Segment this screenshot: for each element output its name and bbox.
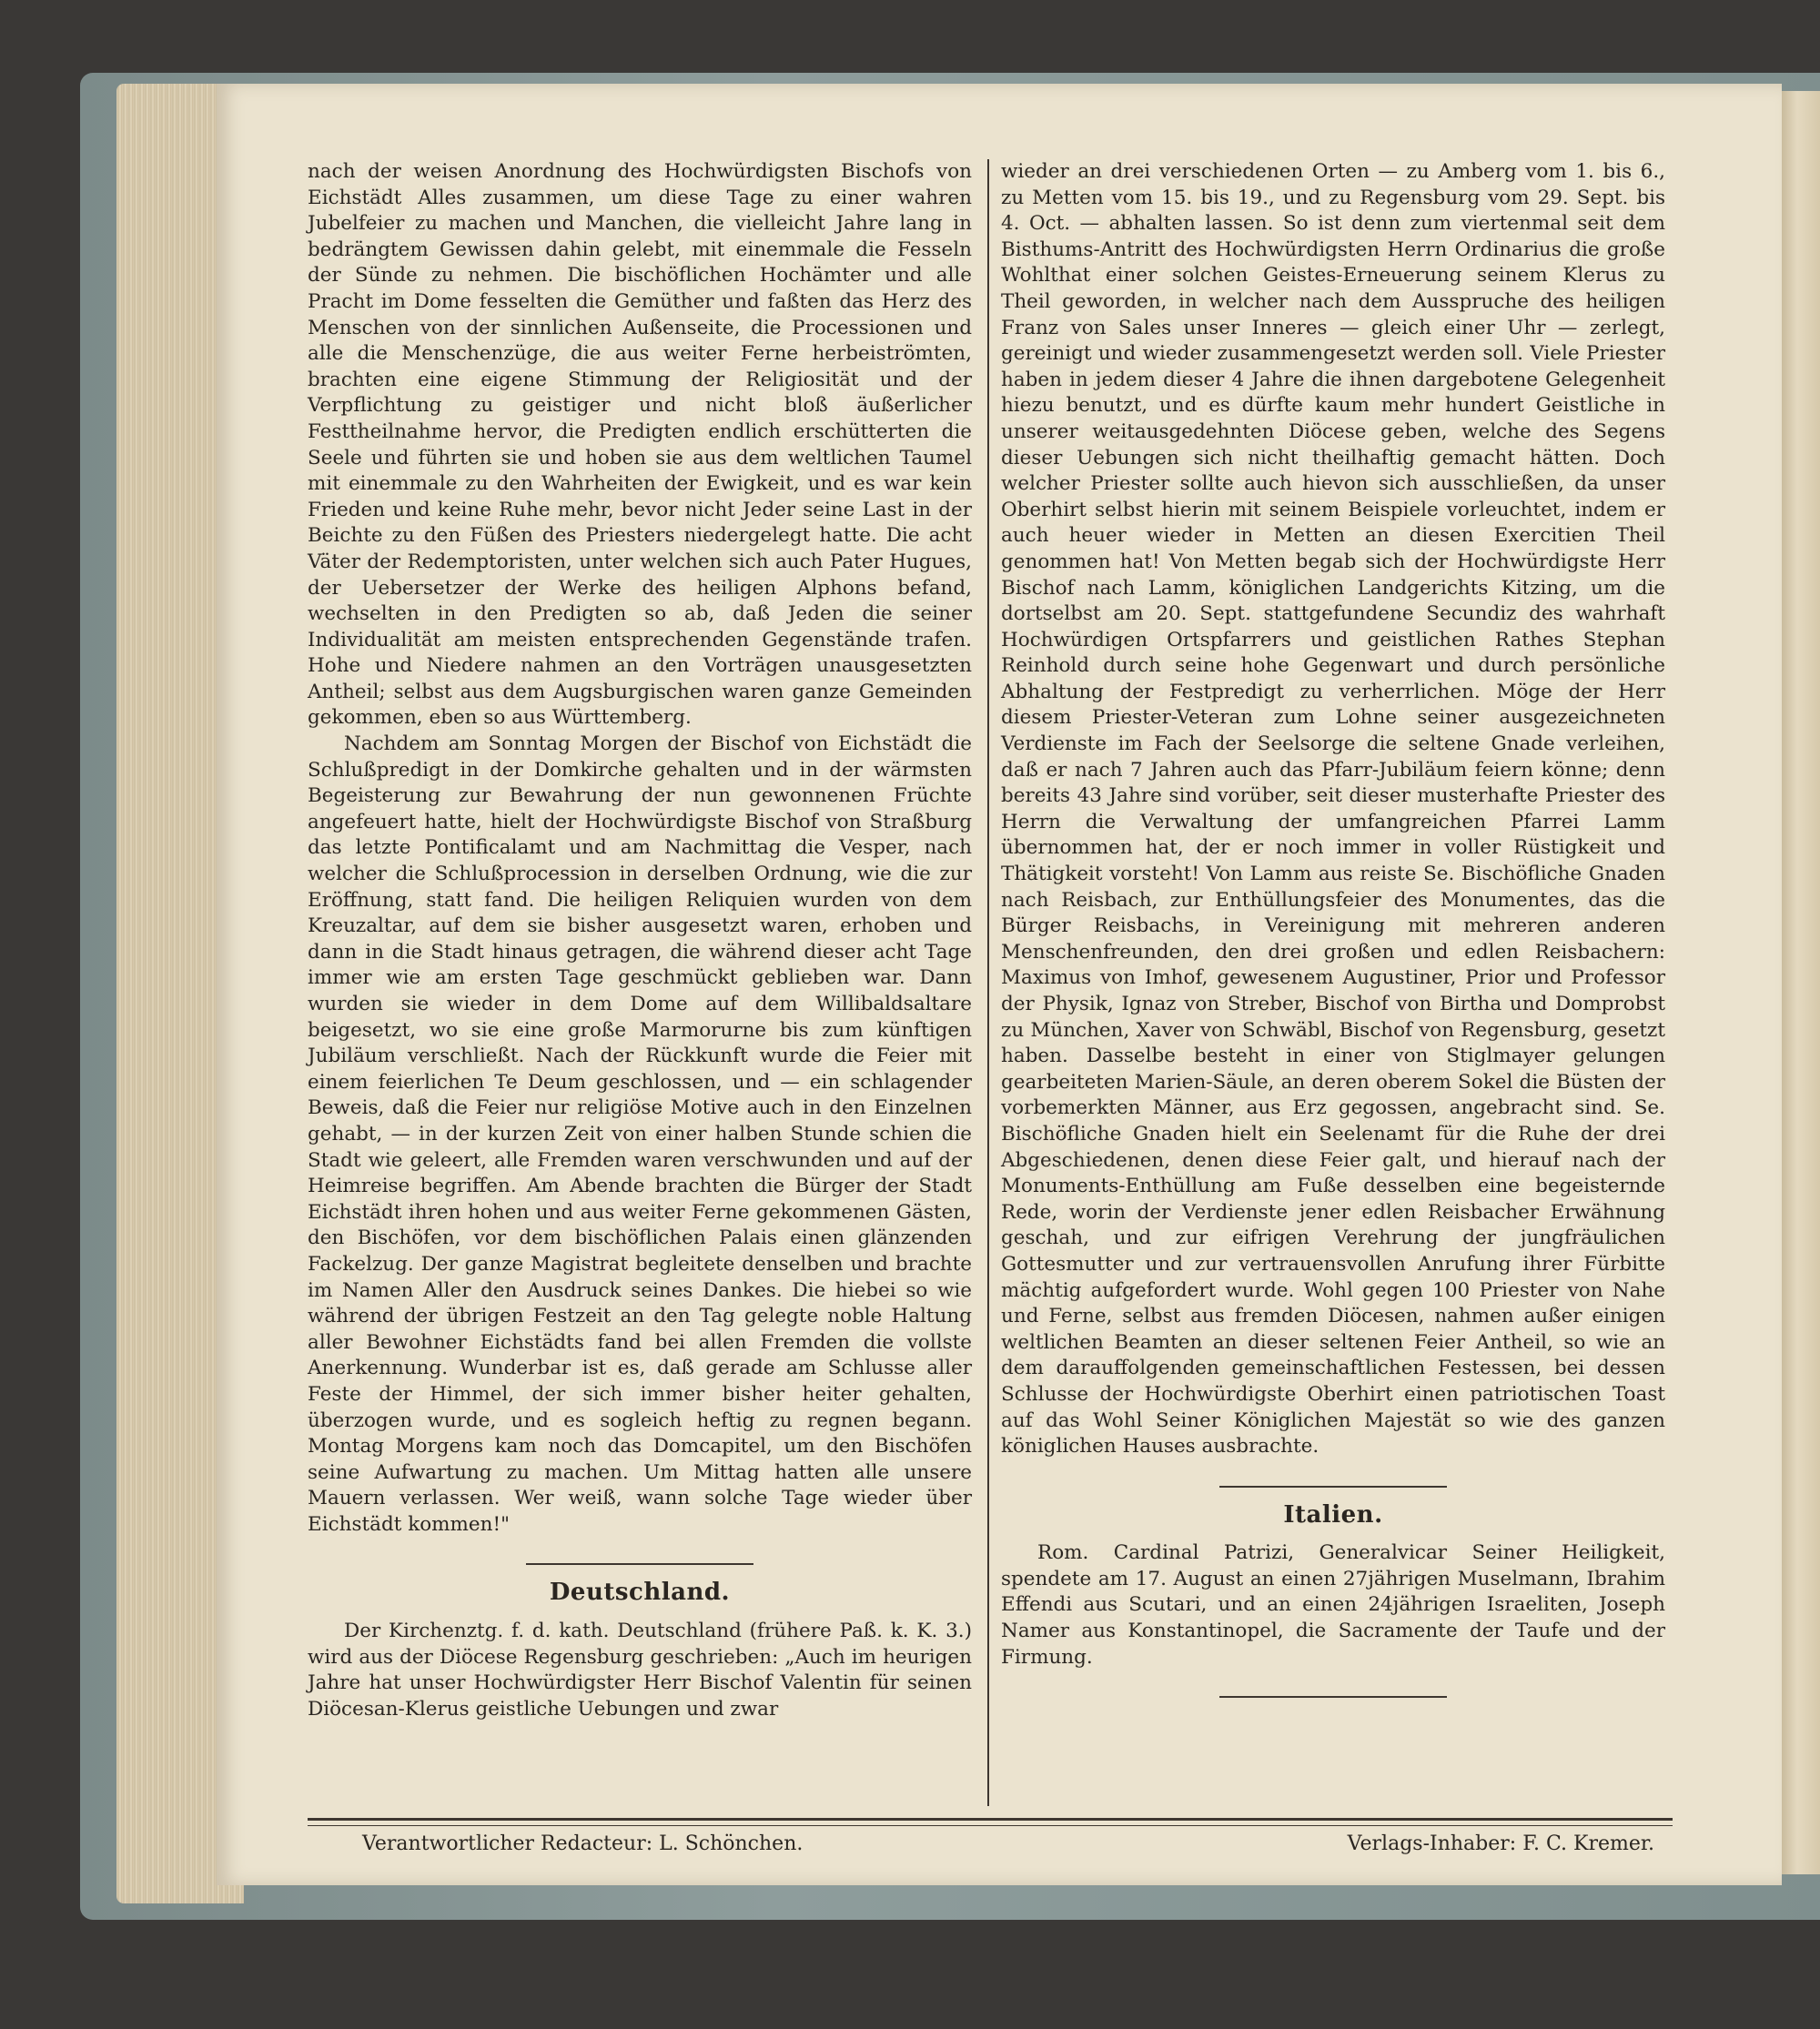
page-content (308, 159, 1673, 1855)
article-paragraph: Der Kirchenztg. f. d. kath. Deutschland (frühere Paß. k. K. 3.) wird aus der Diöcese Regensburg geschrieben: „Auch im heurigen Jahre hat unser Hochwürdigster Herr Bischof Valentin für seinen Diöcesan-Klerus geistliche Uebungen und zwar (308, 1620, 972, 1721)
section-heading-deutschland: Deutschland. (549, 1579, 731, 1607)
article-paragraph: Nachdem am Sonntag Morgen der Bischof von Eichstädt die Schlußpredigt in der Domkirche gehalten und in der wärmsten Begeisterung zur Bewahrung der nun gewonnenen Früchte angefeuert hatte, hielt der Hochwürdigste Bischof von Straßburg das letzte Pontificalamt und am Nachmittag die Vesper, nach welcher die Schlußprocession in derselben Ordnung, wie die zur Eröffnung, statt fand. Die heiligen Reliquien wurden von dem Kreuzaltar, auf dem sie bisher ausgesetzt waren, erhoben und dann in die Stadt hinaus getragen, die während dieser acht Tage immer wie am ersten Tage geschmückt geblieben war. Dann wurden sie wieder in dem Dome auf dem Willibaldsaltare beigesetzt, wo sie eine große Marmorurne bis zum künftigen Jubiläum verschließt. Nach der Rückkunft wurde die Feier mit einem feierlichen Te Deum geschlossen, und — ein schlagender Beweis, daß die Feier nur religiöse Motive auch in den Einzelnen gehabt, — in der kurzen Zeit von einer halben Stunde schien die Stadt wie geleert, alle Fremden waren verschwunden und auf der Heimreise begriffen. Am Abende brachten die Bürger der Stadt Eichstädt ihren hohen und aus weiter Ferne gekommenen Gästen, den Bischöfen, vor dem bischöflichen Palais einen glänzenden Fackelzug. Der ganze Magistrat begleitete denselben und brachte im Namen Aller den Ausdruck seines Dankes. Die hiebei so wie während der übrigen Festzeit an den Tag gelegte noble Haltung aller Bewohner Eichstädts fand bei allen Fremden die vollste Anerkennung. Wunderbar ist es, daß gerade am Schlusse aller Feste der Himmel, der sich immer bisher heiter gehalten, überzogen wurde, und es sogleich heftig zu regnen begann. Montag Morgens kam noch das Domcapitel, um den Bischöfen seine Aufwartung zu machen. Um Mittag hatten alle unsere Mauern verlassen. Wer weiß, wann solche Tage wieder über Eichstädt kommen!" (308, 732, 972, 1536)
section-divider (1219, 1486, 1447, 1488)
right-column (1001, 159, 1665, 1712)
section-heading-italien: Italien. (1283, 1500, 1383, 1529)
article-paragraph: nach der weisen Anordnung des Hochwürdigsten Bischofs von Eichstädt Alles zusammen, um diese Tage zu einer wahren Jubelfeier zu machen und Manchen, die vielleicht Jahre lang in bedrängtem Gewissen dahin gelebt, mit einemmale die Fesseln der Sünde zu nehmen. Die bischöflichen Hochämter und alle Pracht im Dome fesselten die Gemüther und faßten das Herz des Menschen von der sinnlichen Außenseite, die Processionen und alle die Menschenzüge, die aus weiter Ferne herbeiströmten, brachten eine eigene Stimmung der Religiosität und der Verpflichtung zu geistiger und nicht bloß äußerlicher Festtheilnahme hervor, die Predigten endlich erschütterten die Seele und führten sie und hoben sie aus dem weltlichen Taumel mit einemmale zu den Wahrheiten der Ewigkeit, und es war kein Frieden und keine Ruhe mehr, bevor nicht Jeder seine Last in der Beichte zu den Füßen des Priesters niedergelegt hatte. Die acht Väter der Redemptoristen, unter welchen sich auch Pater Hugues, der Uebersetzer der Werke des heiligen Alphons befand, wechselten in den Predigten so ab, daß Jeden die seiner Individualität am meisten entsprechenden Gegenstände trafen. Hohe und Niedere nahmen an den Vorträgen unausgesetzten Antheil; selbst aus dem Augsburgischen waren ganze Gemeinden gekommen, eben so aus Württemberg. (308, 160, 972, 730)
article-paragraph: wieder an drei verschiedenen Orten — zu Amberg vom 1. bis 6., zu Metten vom 15. bis 19., und zu Regensburg vom 29. Sept. bis 4. Oct. — abhalten lassen. So ist denn zum viertenmal seit dem Bisthums-Antritt des Hochwürdigsten Herrn Ordinarius die große Wohlthat einer solchen Geistes-Erneuerung seinem Klerus zu Theil geworden, in welcher nach dem Ausspruche des heiligen Franz von Sales unser Inneres — gleich einer Uhr — zerlegt, gereinigt und wieder zusammengesetzt werden soll. Viele Priester haben in jedem dieser 4 Jahre die ihnen dargebotene Gelegenheit hiezu benutzt, und es dürfte kaum mehr hundert Geistliche in unserer weitausgedehnten Diöcese geben, welche des Segens dieser Uebungen sich nicht theilhaftig gemacht hätten. Doch welcher Priester sollte auch hievon sich ausschließen, da unser Oberhirt selbst hierin mit seinem Beispiele vorleuchtet, indem er auch heuer wieder in Metten an diesen Exercitien Theil genommen hat! Von Metten begab sich der Hochwürdigste Herr Bischof nach Lamm, königlichen Landgerichts Kitzing, um die dortselbst am 20. Sept. stattgefundene Secundiz des wahrhaft Hochwürdigen Ortspfarrers und geistlichen Rathes Stephan Reinhold durch seine hohe Gegenwart und durch persönliche Abhaltung der Festpredigt zu verherrlichen. Möge der Herr diesem Priester-Veteran zum Lohne seiner ausgezeichneten Verdienste im Fach der Seelsorge die seltene Gnade verleihen, daß er nach 7 Jahren auch das Pfarr-Jubiläum feiern könne; denn bereits 43 Jahre sind vorüber, seit dieser musterhafte Priester des Herrn die Verwaltung der umfangreichen Pfarrei Lamm übernommen hat, der er noch immer in voller Rüstigkeit und Thätigkeit vorsteht! Von Lamm aus reiste Se. Bischöfliche Gnaden nach Reisbach, zur Enthüllungsfeier des Monumentes, das die Bürger Reisbachs, in Vereinigung mit mehreren anderen Menschenfreunden, den drei großen und edlen Reisbachern: Maximus von Imhof, gewesenem Augustiner, Prior und Professor der Physik, Ignaz von Streber, Bischof von Birtha und Domprobst zu München, Xaver von Schwäbl, Bischof von Regensburg, gesetzt haben. Dasselbe besteht in einer von Stiglmayer gelungen gearbeiteten Marien-Säule, an deren oberem Sokel die Büsten der vorbemerkten Männer, aus Erz gegossen, angebracht sind. Se. Bischöfliche Gnaden hielt ein Seelenamt für die Ruhe der drei Abgeschiedenen, denen diese Feier galt, und hierauf nach der Monuments-Enthüllung am Fuße desselben eine begeisternde Rede, worin der Verdienste jener edlen Reisbacher Erwähnung geschah, und zur eifrigen Verehrung der jungfräulichen Gottesmutter und zur vertrauensvollen Anrufung ihrer Fürbitte mächtig aufgefordert wurde. Wohl gegen 100 Priester von Nahe und Ferne, selbst aus fremden Diöcesen, nahmen außer einigen weltlichen Beamten an dieser seltenen Feier Antheil, so wie an dem darauffolgenden gemeinschaftlichen Festessen, bei dessen Schlusse der Hochwürdigste Oberhirt einen patriotischen Toast auf das Wohl Seiner Königlichen Majestät so wie des ganzen königlichen Hauses ausbrachte. (1001, 160, 1665, 1459)
next-page-edge (1782, 91, 1820, 1874)
bottom-rule (308, 1818, 1673, 1826)
editor-line: Verantwortlicher Redacteur: L. Schönchen. (362, 1832, 804, 1855)
section-divider (1219, 1696, 1447, 1698)
article-paragraph: Rom. Cardinal Patrizi, Generalvicar Seiner Heiligkeit, spendete am 17. August an einen 27jährigen Muselmann, Ibrahim Effendi aus Scutari, und an einen 24jährigen Israeliten, Joseph Namer aus Konstantinopel, die Sacramente der Taufe und der Firmung. (1001, 1541, 1665, 1669)
column-divider (987, 159, 989, 1806)
publisher-line: Verlags-Inhaber: F. C. Kremer. (1347, 1832, 1654, 1855)
left-column (308, 159, 972, 1722)
section-divider (526, 1563, 753, 1565)
